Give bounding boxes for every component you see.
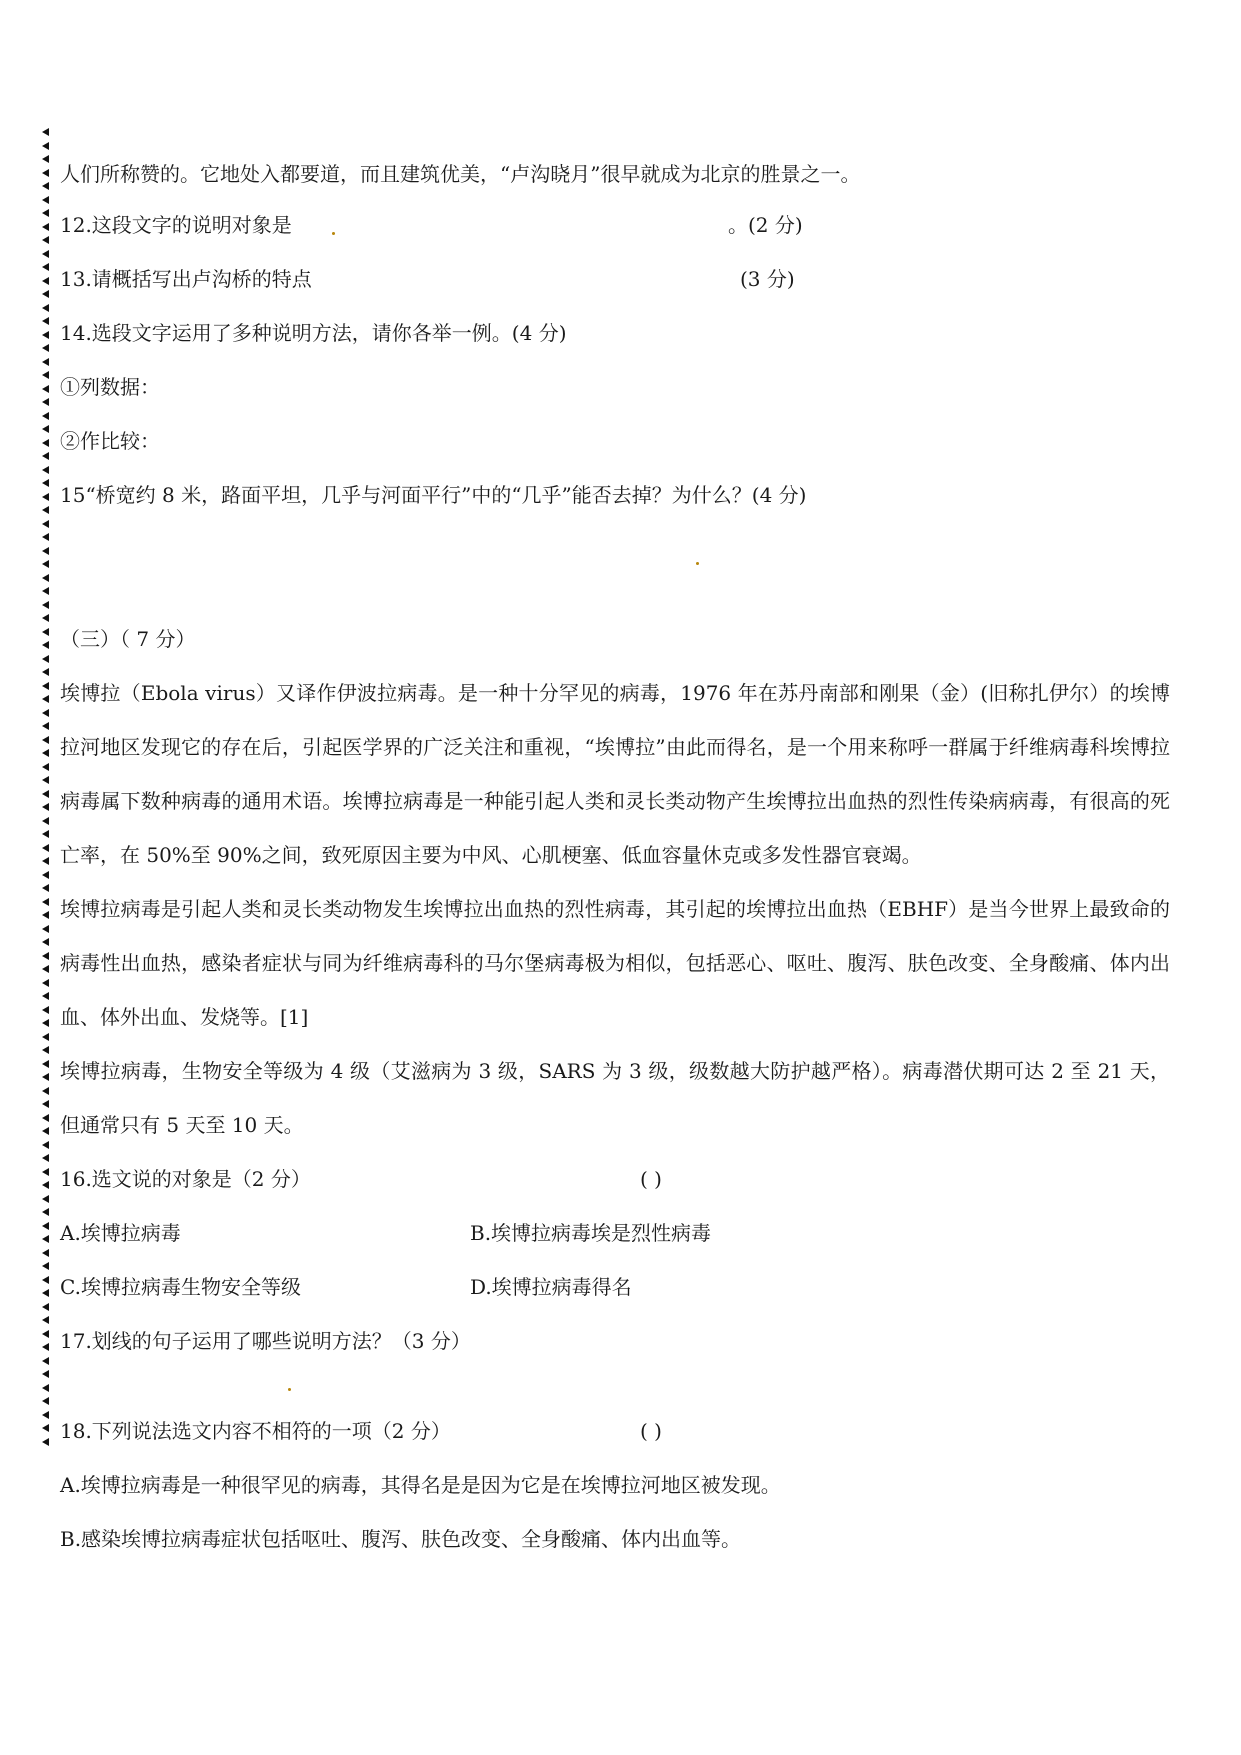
margin-triangle-mark xyxy=(42,1127,49,1135)
margin-triangle-mark xyxy=(42,1384,49,1392)
margin-triangle-mark xyxy=(42,493,49,501)
margin-triangle-mark xyxy=(42,1262,49,1270)
margin-triangle-mark xyxy=(42,1249,49,1257)
margin-triangle-mark xyxy=(42,142,49,150)
margin-triangle-mark xyxy=(42,736,49,744)
margin-triangle-mark xyxy=(42,169,49,177)
margin-triangle-mark xyxy=(42,776,49,784)
margin-triangle-mark xyxy=(42,250,49,258)
margin-triangle-mark xyxy=(42,763,49,771)
margin-triangle-mark xyxy=(42,425,49,433)
margin-triangle-mark xyxy=(42,1019,49,1027)
question-12-text: 12.这段文字的说明对象是 xyxy=(60,213,292,237)
paragraph-3: 埃博拉病毒，生物安全等级为 4 级（艾滋病为 3 级，SARS 为 3 级，级数越大防护越严格）。病毒潜伏期可达 2 至 21 天，但通常只有 5 天至 10 天。 xyxy=(60,1059,1170,1137)
question-17: 17.划线的句子运用了哪些说明方法？（3 分） xyxy=(60,1329,471,1353)
margin-triangle-mark xyxy=(42,1033,49,1041)
margin-triangle-mark xyxy=(42,587,49,595)
question-12 xyxy=(60,198,1170,252)
margin-triangle-mark xyxy=(42,466,49,474)
margin-triangle-mark xyxy=(42,1046,49,1054)
margin-triangle-mark xyxy=(42,236,49,244)
margin-triangle-mark xyxy=(42,857,49,865)
question-13 xyxy=(60,252,1170,306)
margin-triangle-mark xyxy=(42,1168,49,1176)
margin-triangle-mark xyxy=(42,790,49,798)
margin-triangle-mark xyxy=(42,574,49,582)
margin-triangle-mark xyxy=(42,1114,49,1122)
margin-triangle-mark xyxy=(42,911,49,919)
question-14-item-2: ②作比较： xyxy=(60,429,160,453)
question-18-text: 18.下列说法选文内容不相符的一项（2 分） xyxy=(60,1419,451,1443)
margin-triangle-mark xyxy=(42,884,49,892)
option-d: D.埃博拉病毒得名 xyxy=(470,1275,632,1299)
margin-triangle-mark xyxy=(42,412,49,420)
margin-triangle-mark xyxy=(42,830,49,838)
paragraph-1: 埃博拉（Ebola virus）又译作伊波拉病毒。是一种十分罕见的病毒，1976 年在苏丹南部和刚果（金）(旧称扎伊尔）的埃博拉河地区发现它的存在后，引起医学界的广泛关注和重视，“埃博拉”由此而得名，是一个用来称呼一群属于纤维病毒科埃博拉病毒属下数种病毒的通用术语。埃博拉病毒是一种能引起人类和灵长类动物产生埃博拉出血热的烈性传染病病毒，有很高的死亡率，在 50%至 90%之间，致死原因主要为中风、心肌梗塞、低血容量休克或多发性器官衰竭。 xyxy=(60,681,1170,867)
margin-triangle-mark xyxy=(42,749,49,757)
exam-page xyxy=(60,150,1170,1566)
margin-triangle-mark xyxy=(42,317,49,325)
margin-triangle-mark xyxy=(42,641,49,649)
margin-triangle-mark xyxy=(42,1100,49,1108)
speck xyxy=(696,562,699,565)
margin-triangle-mark xyxy=(42,979,49,987)
margin-triangle-mark xyxy=(42,722,49,730)
margin-triangle-mark xyxy=(42,1438,49,1446)
margin-triangle-mark xyxy=(42,344,49,352)
margin-triangle-mark xyxy=(42,1330,49,1338)
margin-triangle-mark xyxy=(42,547,49,555)
margin-triangle-mark xyxy=(42,1060,49,1068)
margin-triangle-mark xyxy=(42,952,49,960)
option-c: C.埃博拉病毒生物安全等级 xyxy=(60,1275,301,1299)
question-13-score: (3 分) xyxy=(740,267,795,291)
margin-triangle-mark xyxy=(42,182,49,190)
margin-triangle-mark xyxy=(42,560,49,568)
margin-triangle-mark xyxy=(42,479,49,487)
margin-triangle-mark xyxy=(42,709,49,717)
question-18 xyxy=(60,1404,1170,1458)
answer-space xyxy=(60,522,1170,612)
option-a: A.埃博拉病毒 xyxy=(60,1221,181,1245)
margin-triangle-mark xyxy=(42,371,49,379)
margin-triangle-mark xyxy=(42,1208,49,1216)
speck xyxy=(332,232,335,235)
margin-triangle-mark xyxy=(42,1397,49,1405)
margin-triangle-mark xyxy=(42,1316,49,1324)
margin-triangle-mark xyxy=(42,128,49,136)
margin-triangle-mark xyxy=(42,871,49,879)
margin-triangle-mark xyxy=(42,938,49,946)
section-3-heading: （三）（ 7 分） xyxy=(60,627,196,651)
question-12-score: 。(2 分) xyxy=(728,213,803,237)
margin-triangle-mark xyxy=(42,668,49,676)
question-16-options-cd xyxy=(60,1260,1170,1314)
question-16 xyxy=(60,1152,1170,1206)
margin-triangle-mark xyxy=(42,965,49,973)
margin-triangle-mark xyxy=(42,925,49,933)
margin-triangle-mark xyxy=(42,898,49,906)
option-b: B.埃博拉病毒埃是烈性病毒 xyxy=(470,1221,712,1245)
question-15: 15“桥宽约 8 米，路面平坦，几乎与河面平行”中的“几乎”能否去掉？为什么？(4 分) xyxy=(60,483,807,507)
margin-triangle-mark xyxy=(42,1343,49,1351)
margin-triangle-mark xyxy=(42,655,49,663)
speck xyxy=(288,1388,291,1391)
margin-triangle-mark xyxy=(42,682,49,690)
question-14: 14.选段文字运用了多种说明方法，请你各举一例。(4 分) xyxy=(60,321,567,345)
question-16-text: 16.选文说的对象是（2 分） xyxy=(60,1167,311,1191)
margin-triangle-mark xyxy=(42,385,49,393)
question-16-options-ab xyxy=(60,1206,1170,1260)
answer-space xyxy=(60,1368,1170,1404)
margin-triangle-mark xyxy=(42,1370,49,1378)
text-line: 人们所称赞的。它地处入都要道，而且建筑优美，“卢沟晓月”很早就成为北京的胜景之一。 xyxy=(60,162,861,186)
question-18-answer-paren: ( ) xyxy=(640,1419,662,1443)
margin-triangle-mark xyxy=(42,1087,49,1095)
question-16-answer-paren: ( ) xyxy=(640,1167,662,1191)
margin-triangle-mark xyxy=(42,1303,49,1311)
margin-triangle-mark xyxy=(42,452,49,460)
question-18-option-b: B.感染埃博拉病毒症状包括呕吐、腹泻、肤色改变、全身酸痛、体内出血等。 xyxy=(60,1527,742,1551)
margin-triangle-mark xyxy=(42,1411,49,1419)
margin-triangle-mark xyxy=(42,290,49,298)
margin-triangle-mark xyxy=(42,817,49,825)
question-13-text: 13.请概括写出卢沟桥的特点 xyxy=(60,267,312,291)
binding-margin-marks xyxy=(40,128,52,1458)
margin-triangle-mark xyxy=(42,1006,49,1014)
margin-triangle-mark xyxy=(42,439,49,447)
margin-triangle-mark xyxy=(42,1424,49,1432)
margin-triangle-mark xyxy=(42,844,49,852)
margin-triangle-mark xyxy=(42,695,49,703)
margin-triangle-mark xyxy=(42,223,49,231)
margin-triangle-mark xyxy=(42,803,49,811)
margin-triangle-mark xyxy=(42,992,49,1000)
margin-triangle-mark xyxy=(42,277,49,285)
margin-triangle-mark xyxy=(42,1181,49,1189)
question-18-option-a: A.埃博拉病毒是一种很罕见的病毒，其得名是是因为它是在埃博拉河地区被发现。 xyxy=(60,1473,781,1497)
margin-triangle-mark xyxy=(42,614,49,622)
margin-triangle-mark xyxy=(42,1195,49,1203)
margin-triangle-mark xyxy=(42,628,49,636)
margin-triangle-mark xyxy=(42,1276,49,1284)
margin-triangle-mark xyxy=(42,196,49,204)
margin-triangle-mark xyxy=(42,1154,49,1162)
margin-triangle-mark xyxy=(42,1235,49,1243)
margin-triangle-mark xyxy=(42,533,49,541)
margin-triangle-mark xyxy=(42,506,49,514)
margin-triangle-mark xyxy=(42,1357,49,1365)
margin-triangle-mark xyxy=(42,263,49,271)
margin-triangle-mark xyxy=(42,1289,49,1297)
margin-triangle-mark xyxy=(42,1222,49,1230)
margin-triangle-mark xyxy=(42,1141,49,1149)
margin-triangle-mark xyxy=(42,1073,49,1081)
margin-triangle-mark xyxy=(42,601,49,609)
margin-triangle-mark xyxy=(42,304,49,312)
margin-triangle-mark xyxy=(42,520,49,528)
margin-triangle-mark xyxy=(42,209,49,217)
margin-triangle-mark xyxy=(42,331,49,339)
paragraph-2: 埃博拉病毒是引起人类和灵长类动物发生埃博拉出血热的烈性病毒，其引起的埃博拉出血热（EBHF）是当今世界上最致命的病毒性出血热，感染者症状与同为纤维病毒科的马尔堡病毒极为相似，包括恶心、呕吐、腹泻、肤色改变、全身酸痛、体内出血、体外出血、发烧等。[1] xyxy=(60,897,1170,1029)
margin-triangle-mark xyxy=(42,398,49,406)
margin-triangle-mark xyxy=(42,155,49,163)
margin-triangle-mark xyxy=(42,358,49,366)
question-14-item-1: ①列数据： xyxy=(60,375,160,399)
